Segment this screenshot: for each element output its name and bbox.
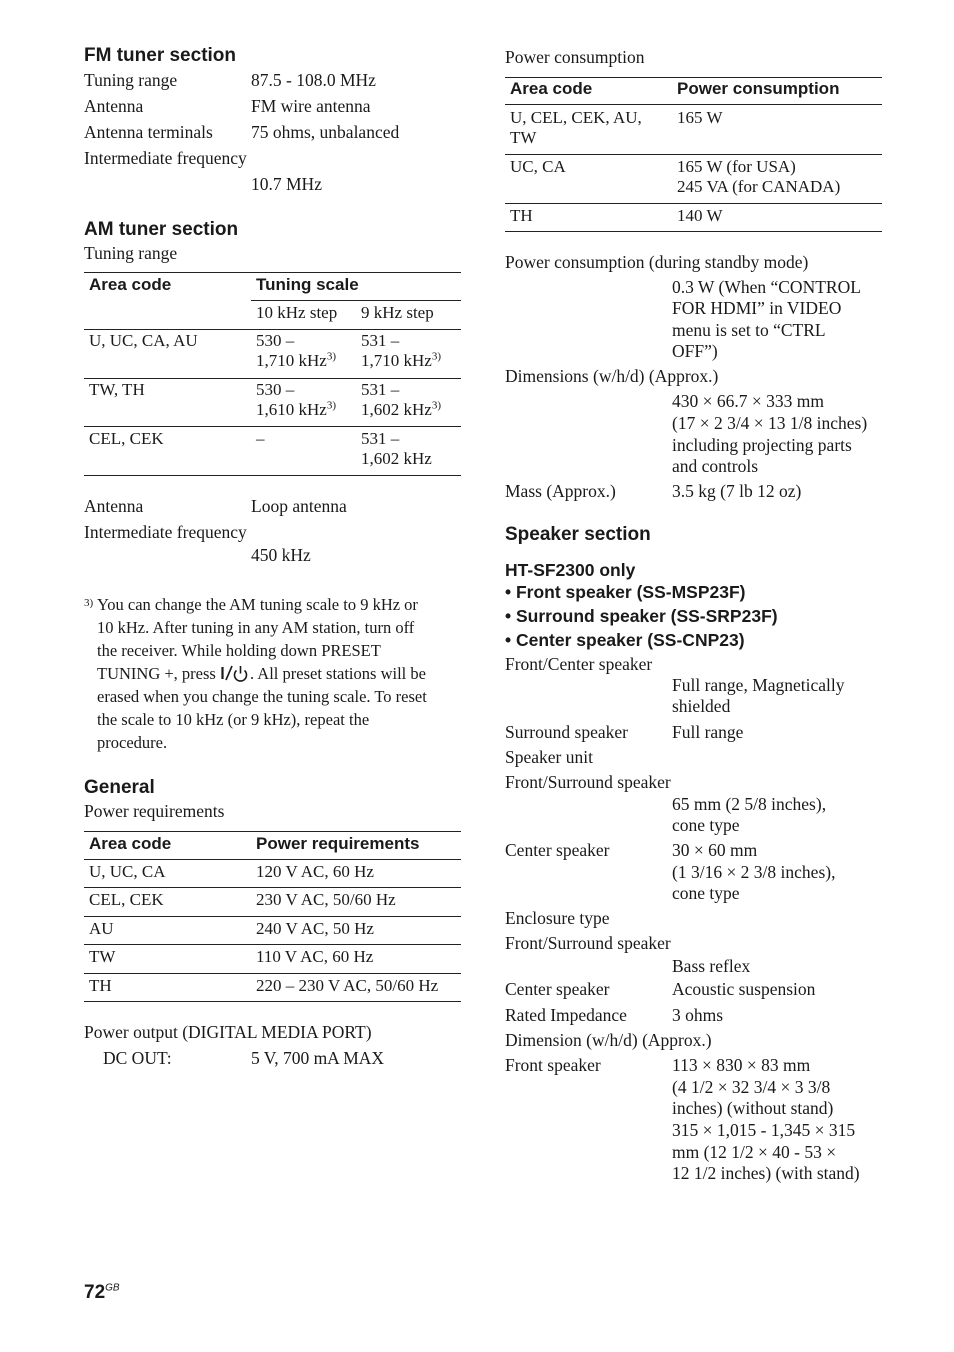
am-row-9k-line2: 1,710 kHz$^{3)}$ — [361, 350, 441, 370]
dimensions-label: Dimensions (w/h/d) (Approx.) — [505, 366, 719, 386]
fm-tuning-value: 87.5 - 108.0 MHz — [251, 70, 376, 90]
pc-row-value: 140 W — [677, 206, 723, 225]
front-speaker-value-line: 315 × 1,015 - 1,345 × 315 — [672, 1120, 856, 1140]
fm-tuning-label: Tuning range — [84, 70, 178, 90]
impedance-value: 3 ohms — [672, 1005, 724, 1025]
pc-row-area: TW — [510, 128, 537, 147]
am-row-9k-line1: 531 – — [361, 380, 400, 399]
fm-if-label: Intermediate frequency — [84, 148, 247, 168]
am-row-9k-line1: 531 – — [361, 331, 400, 350]
am-row-area: CEL, CEK — [89, 429, 164, 448]
mass-value: 3.5 kg (7 lb 12 oz) — [672, 481, 802, 501]
am-antenna-label: Antenna — [84, 496, 144, 516]
dc-out-label: DC OUT: — [103, 1048, 172, 1068]
am-if-label: Intermediate frequency — [84, 522, 247, 542]
pr-header-req: Power requirements — [256, 834, 420, 853]
center-speaker-label: Center speaker — [505, 840, 610, 860]
am-row-area: U, UC, CA, AU — [89, 331, 198, 350]
power-output-label: Power output (DIGITAL MEDIA PORT) — [84, 1022, 372, 1042]
footnote-line: the receiver. While holding down PRESET — [97, 641, 381, 660]
am-subheader-9k: 9 kHz step — [361, 303, 434, 322]
front-center-value-line: Full range, Magnetically — [672, 675, 845, 695]
pr-row-value: 240 V AC, 50 Hz — [256, 919, 374, 938]
pr-row-area: U, UC, CA — [89, 862, 166, 881]
general-section-title: General — [84, 777, 155, 798]
standby-value-line: FOR HDMI” in VIDEO — [672, 298, 842, 318]
am-header-area: Area code — [89, 275, 172, 294]
fm-terminals-label: Antenna terminals — [84, 122, 213, 142]
pc-row-value: 245 VA (for CANADA) — [677, 177, 841, 196]
footnote-line: 10 kHz. After tuning in any AM station, turn off — [97, 618, 415, 637]
footnote-mark: 3) — [84, 597, 94, 609]
surround-label: Surround speaker — [505, 722, 628, 742]
dc-out-value: 5 V, 700 mA MAX — [251, 1048, 385, 1068]
center-speaker-value-line: (1 3/16 × 2 3/8 inches), — [672, 862, 836, 882]
pc-row-area: TH — [510, 206, 533, 225]
speaker-unit-label: Speaker unit — [505, 747, 593, 767]
fm-if-value: 10.7 MHz — [251, 174, 322, 194]
pc-row-value: 165 W (for USA) — [677, 157, 796, 176]
am-subheader-10k: 10 kHz step — [256, 303, 338, 322]
front-surround-label: Front/Surround speaker — [505, 772, 671, 792]
pr-row-area: TW — [89, 947, 116, 966]
standby-value-line: OFF”) — [672, 341, 718, 361]
front-center-value-line: shielded — [672, 696, 731, 716]
am-row-9k-line2: 1,602 kHz$^{3)}$ — [361, 399, 441, 419]
pr-row-value: 230 V AC, 50/60 Hz — [256, 890, 396, 909]
page-number: $72^{GB}$ — [84, 1282, 120, 1303]
front-speaker-value-line: inches) (without stand) — [672, 1098, 834, 1118]
pc-row-area: U, CEL, CEK, AU, — [510, 108, 642, 127]
pr-row-area: AU — [89, 919, 114, 938]
pr-row-value: 120 V AC, 60 Hz — [256, 862, 374, 881]
speaker-section-title: Speaker section — [505, 524, 651, 545]
mass-label: Mass (Approx.) — [505, 481, 616, 501]
power-icon — [220, 664, 250, 689]
speaker-model-heading: • Center speaker (SS-CNP23) — [505, 630, 745, 650]
dimensions-value-line: including projecting parts — [672, 435, 852, 455]
enclosure-center-value: Acoustic suspension — [672, 979, 816, 999]
pr-row-area: CEL, CEK — [89, 890, 164, 909]
standby-label: Power consumption (during standby mode) — [505, 252, 809, 272]
footnote-line: erased when you change the tuning scale. To reset — [97, 687, 427, 706]
am-if-value: 450 kHz — [251, 545, 311, 565]
standby-value-line: 0.3 W (When “CONTROL — [672, 277, 861, 297]
footnote-line: the scale to 10 kHz (or 9 kHz), repeat the — [97, 710, 370, 729]
am-row-10k-line1: 530 – — [256, 331, 295, 350]
power-requirements-label: Power requirements — [84, 801, 225, 821]
footnote-line: procedure. — [97, 733, 168, 752]
fm-section-title: FM tuner section — [84, 45, 237, 66]
pr-row-area: TH — [89, 976, 112, 995]
am-antenna-value: Loop antenna — [251, 496, 347, 516]
speaker-model-heading: HT-SF2300 only — [505, 560, 636, 580]
front-center-label: Front/Center speaker — [505, 654, 653, 674]
pc-row-area: UC, CA — [510, 157, 566, 176]
fm-antenna-value: FM wire antenna — [251, 96, 371, 116]
enclosure-center-label: Center speaker — [505, 979, 610, 999]
pc-row-value: 165 W — [677, 108, 723, 127]
speaker-model-heading: • Front speaker (SS-MSP23F) — [505, 582, 746, 602]
fm-antenna-label: Antenna — [84, 96, 144, 116]
pr-row-value: 110 V AC, 60 Hz — [256, 947, 374, 966]
am-row-9k-line2: 1,602 kHz — [361, 449, 432, 468]
am-row-10k-line1: – — [256, 429, 265, 448]
am-row-10k-line2: 1,610 kHz$^{3)}$ — [256, 399, 336, 419]
am-row-area: TW, TH — [89, 380, 145, 399]
pc-header-value: Power consumption — [677, 79, 840, 98]
front-surround-value-line: 65 mm (2 5/8 inches), — [672, 794, 827, 814]
am-section-title: AM tuner section — [84, 219, 239, 240]
dimensions-value-line: (17 × 2 3/4 × 13 1/8 inches) — [672, 413, 868, 433]
center-speaker-value-line: 30 × 60 mm — [672, 840, 758, 860]
pr-header-area: Area code — [89, 834, 172, 853]
front-speaker-label: Front speaker — [505, 1055, 601, 1075]
front-speaker-value-line: 12 1/2 inches) (with stand) — [672, 1163, 860, 1183]
footnote-line: You can change the AM tuning scale to 9 kHz or — [97, 595, 418, 614]
pr-row-value: 220 – 230 V AC, 50/60 Hz — [256, 976, 439, 995]
enclosure-fs-value: Bass reflex — [672, 956, 751, 976]
fm-terminals-value: 75 ohms, unbalanced — [251, 122, 400, 142]
dimensions-value-line: 430 × 66.7 × 333 mm — [672, 391, 824, 411]
speaker-dimension-label: Dimension (w/h/d) (Approx.) — [505, 1030, 712, 1050]
enclosure-fs-label: Front/Surround speaker — [505, 933, 671, 953]
enclosure-label: Enclosure type — [505, 908, 610, 928]
front-speaker-value-line: (4 1/2 × 32 3/4 × 3 3/8 — [672, 1077, 831, 1097]
power-consumption-label: Power consumption — [505, 47, 645, 67]
impedance-label: Rated Impedance — [505, 1005, 627, 1025]
am-row-10k-line1: 530 – — [256, 380, 295, 399]
front-speaker-value-line: mm (12 1/2 × 40 - 53 × — [672, 1142, 837, 1162]
dimensions-value-line: and controls — [672, 456, 759, 476]
am-header-scale: Tuning scale — [256, 275, 359, 294]
am-row-10k-line2: 1,710 kHz$^{3)}$ — [256, 350, 336, 370]
footnote-line: TUNING +, press . All preset stations will be — [97, 663, 426, 689]
speaker-model-heading: • Surround speaker (SS-SRP23F) — [505, 606, 778, 626]
am-row-9k-line1: 531 – — [361, 429, 400, 448]
center-speaker-value-line: cone type — [672, 883, 740, 903]
front-speaker-value-line: 113 × 830 × 83 mm — [672, 1055, 811, 1075]
am-tuning-label: Tuning range — [84, 243, 178, 263]
front-surround-value-line: cone type — [672, 815, 740, 835]
surround-value: Full range — [672, 722, 744, 742]
standby-value-line: menu is set to “CTRL — [672, 320, 826, 340]
pc-header-area: Area code — [510, 79, 593, 98]
